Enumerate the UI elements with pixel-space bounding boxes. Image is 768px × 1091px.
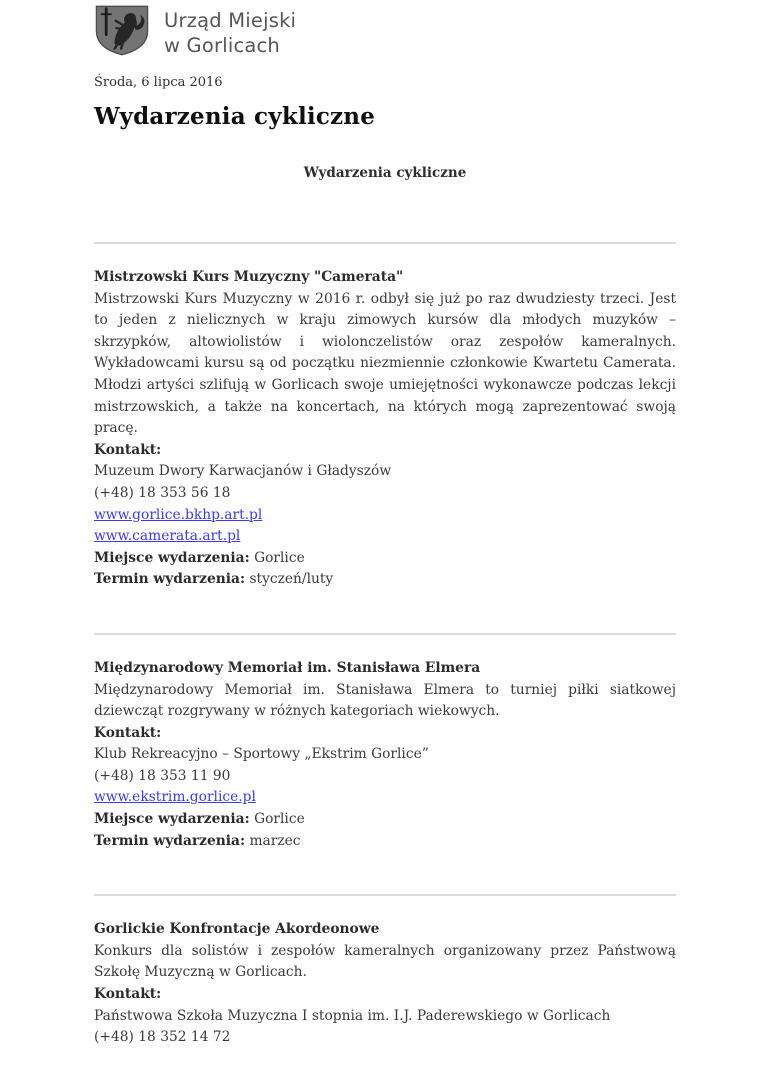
event-title: Międzynarodowy Memoriał im. Stanisława Elmera bbox=[94, 659, 481, 676]
contact-label: Kontakt: bbox=[94, 986, 162, 1003]
gorlice-coat-of-arms-logo bbox=[94, 4, 150, 57]
place-value: Gorlice bbox=[254, 811, 305, 828]
contact-label-line bbox=[94, 723, 676, 745]
event-place-line bbox=[94, 548, 676, 570]
term-label: Termin wydarzenia: bbox=[94, 832, 246, 849]
contact-label: Kontakt: bbox=[94, 441, 162, 458]
event-title: Gorlickie Konfrontacje Akordeonowe bbox=[94, 921, 380, 938]
place-label: Miejsce wydarzenia: bbox=[94, 549, 250, 566]
event-term-line bbox=[94, 569, 676, 591]
contact-name: Klub Rekreacyjno – Sportowy „Ekstrim Gorlice” bbox=[94, 746, 429, 763]
event-section-memorial-elmera bbox=[94, 635, 676, 894]
contact-label-line bbox=[94, 440, 676, 462]
coat-of-arms-icon bbox=[94, 4, 150, 57]
event-link-line bbox=[94, 526, 676, 548]
org-name bbox=[164, 4, 296, 58]
contact-name: Muzeum Dwory Karwacjanów i Gładyszów bbox=[94, 463, 392, 480]
site-header bbox=[94, 0, 676, 58]
contact-name: Państwowa Szkoła Muzyczna I stopnia im. I.J. Paderewskiego w Gorlicach bbox=[94, 1007, 611, 1024]
event-section-camerata bbox=[94, 244, 676, 633]
contact-phone: (+48) 18 353 56 18 bbox=[94, 484, 231, 501]
event-description: Mistrzowski Kurs Muzyczny w 2016 r. odbył się już po raz dwudziesty trzeci. Jest to jeden z nielicznych w kraju zimowych kursów dla młodych muzyków – skrzypków, altowiolistów i wiolonczelistów oraz zespołów kameralnych. Wykładowcami kursu są od początku niezmiennie członkowie Kwartetu Camerata. Młodzi artyści szlifują w Gorlicach swoje umiejętności wykonawcze podczas lekcji mistrzowskich, a także na koncertach, na których mogą zaprezentować swoją pracę. bbox=[94, 290, 676, 437]
event-link[interactable]: www.gorlice.bkhp.art.pl bbox=[94, 506, 263, 523]
content-column bbox=[94, 0, 676, 1091]
term-value: styczeń/luty bbox=[249, 571, 334, 588]
event-link[interactable]: www.camerata.art.pl bbox=[94, 528, 241, 545]
contact-label: Kontakt: bbox=[94, 724, 162, 741]
event-place-line bbox=[94, 809, 676, 831]
place-label: Miejsce wydarzenia: bbox=[94, 811, 250, 828]
event-link[interactable]: www.ekstrim.gorlice.pl bbox=[94, 789, 256, 806]
term-value: marzec bbox=[249, 832, 301, 849]
term-label: Termin wydarzenia: bbox=[94, 571, 246, 588]
event-term-line bbox=[94, 831, 676, 853]
contact-phone: (+48) 18 353 11 90 bbox=[94, 767, 231, 784]
date-line: Środa, 6 lipca 2016 bbox=[94, 75, 223, 90]
contact-label-line bbox=[94, 984, 676, 1006]
event-link-line bbox=[94, 505, 676, 527]
event-description: Konkurs dla solistów i zespołów kameralnych organizowany przez Państwową Szkołę Muzyczną w Gorlicach. bbox=[94, 942, 676, 981]
event-title: Mistrzowski Kurs Muzyczny "Camerata" bbox=[94, 269, 404, 285]
org-name-line2: w Gorlicach bbox=[164, 33, 280, 57]
event-description: Międzynarodowy Memoriał im. Stanisława Elmera to turniej piłki siatkowej dziewcząt rozgrywany w różnych kategoriach wiekowych. bbox=[94, 681, 676, 720]
contact-phone: (+48) 18 352 14 72 bbox=[94, 1029, 231, 1046]
page-title: Wydarzenia cykliczne bbox=[94, 103, 376, 130]
org-name-line1: Urząd Miejski bbox=[164, 9, 297, 32]
event-section-konfrontacje-akordeonowe bbox=[94, 896, 676, 1091]
event-link-line bbox=[94, 787, 676, 809]
page-subtitle: Wydarzenia cykliczne bbox=[303, 165, 467, 181]
place-value: Gorlice bbox=[254, 549, 305, 566]
